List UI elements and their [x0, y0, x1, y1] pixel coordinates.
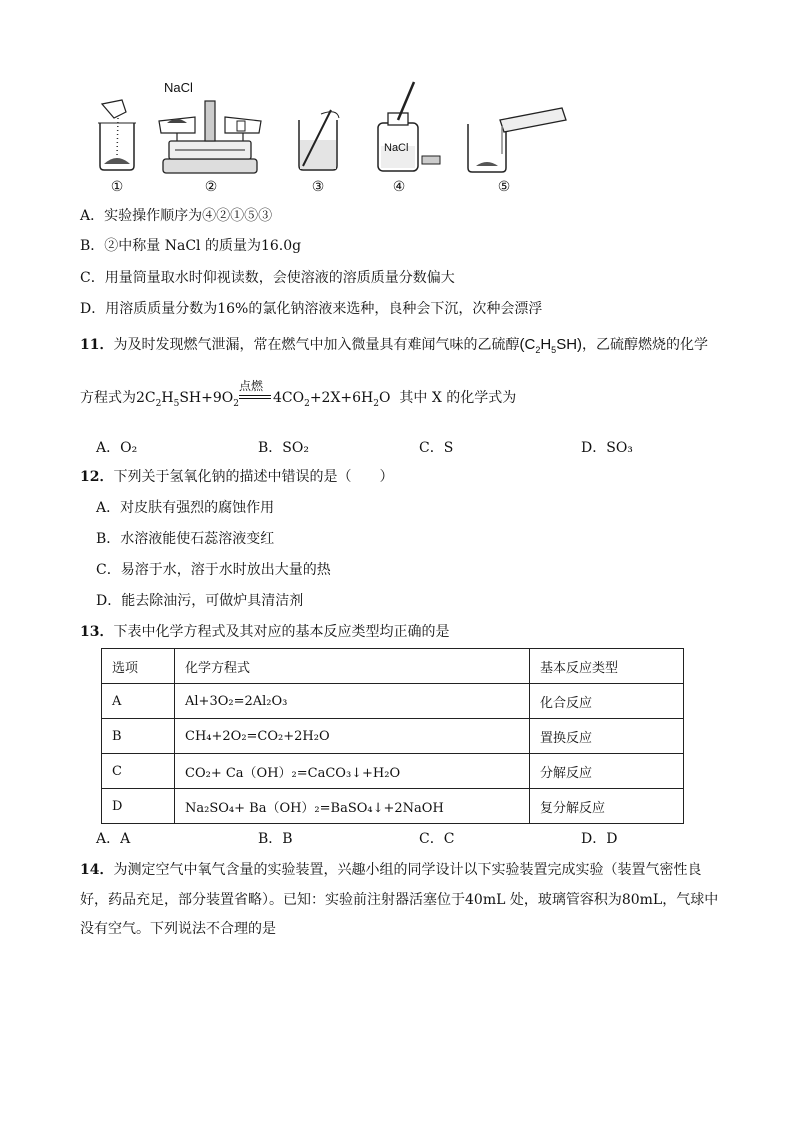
q10-option-b: B．②中称量 NaCl 的质量为16.0g — [80, 238, 302, 254]
q11-stem-line2 — [80, 379, 517, 414]
table-row — [102, 684, 684, 719]
nacl-label-top: NaCl — [164, 80, 193, 95]
table-header: 化学方程式 — [175, 649, 530, 684]
q11-equation-condition: 点燃 — [238, 379, 263, 393]
q14-number: 14． — [80, 862, 114, 878]
reagent-bottle-drawing — [370, 78, 445, 178]
table-cell: B — [102, 719, 175, 754]
q14-line-2: 好，药品充足，部分装置省略）。已知：实验前注射器活塞位于40mL 处，玻璃管容积为80mL，气球中 — [80, 892, 719, 908]
q13-option-d: D．D — [581, 831, 618, 847]
nacl-label-bottle: NaCl — [384, 142, 409, 154]
q11-option-d: D．SO₃ — [581, 440, 633, 456]
q12-option-a: A．对皮肤有强烈的腐蚀作用 — [96, 500, 275, 516]
q13-option-c: C．C — [419, 831, 455, 847]
q11-option-b: B．SO₂ — [258, 440, 309, 456]
reaction-table — [101, 648, 684, 824]
table-cell: 分解反应 — [530, 754, 684, 789]
q12-number: 12． — [80, 469, 114, 485]
table-row — [102, 719, 684, 754]
table-cell: C — [102, 754, 175, 789]
table-row — [102, 789, 684, 824]
beaker-stirring-drawing — [293, 106, 348, 174]
table-cell: 复分解反应 — [530, 789, 684, 824]
table-cell: A — [102, 684, 175, 719]
q11-text-a: 为及时发现燃气泄漏，常在燃气中加入微量具有难闻气味的乙硫醇 — [113, 337, 520, 353]
figure-caption-4: ④ — [392, 179, 406, 195]
q12-option-d: D．能去除油污，可做炉具清洁剂 — [96, 593, 304, 609]
table-cell: CO₂+ Ca（OH）₂=CaCO₃↓+H₂O — [175, 754, 530, 789]
q11-text-c: 方程式为 — [80, 390, 136, 406]
table-cell: Al+3O₂=2Al₂O₃ — [175, 684, 530, 719]
cylinder-pouring-drawing — [462, 102, 572, 174]
q11-formula: $(C_2H_5SH)$ — [519, 336, 583, 355]
q11-text-d: 其中 X 的化学式为 — [399, 390, 517, 406]
q11-equation-arrow — [238, 379, 273, 405]
figure-caption-2: ② — [204, 179, 218, 195]
table-row — [102, 754, 684, 789]
q13-number: 13． — [80, 624, 114, 640]
figure-caption-3: ③ — [311, 179, 325, 195]
figure-caption-1: ① — [110, 179, 124, 195]
q12-option-c: C．易溶于水，溶于水时放出大量的热 — [96, 562, 331, 578]
q12-stem: 12．下列关于氢氧化钠的描述中错误的是（ ） — [80, 469, 394, 485]
table-cell: 化合反应 — [530, 684, 684, 719]
beaker-pouring-solid-drawing — [92, 98, 142, 173]
q13-stem: 13．下表中化学方程式及其对应的基本反应类型均正确的是 — [80, 624, 450, 640]
balance-drawing — [155, 93, 265, 178]
q13-option-a: A．A — [96, 831, 131, 847]
q14-line-3: 没有空气。下列说法不合理的是 — [80, 921, 276, 937]
table-cell: CH₄+2O₂=CO₂+2H₂O — [175, 719, 530, 754]
q11-equation-lhs: $2C_2H_5SH+9O_2$ — [136, 390, 239, 409]
q12-option-b: B．水溶液能使石蕊溶液变红 — [96, 531, 275, 547]
table-header: 基本反应类型 — [530, 649, 684, 684]
figure-caption-5: ⑤ — [497, 179, 511, 195]
q11-text-b: ，乙硫醇燃烧的化学 — [582, 337, 709, 353]
q11-equation-rhs: $4CO_2+2X+6H_2O$ — [272, 390, 391, 409]
q11-stem-line1 — [80, 335, 708, 360]
q11-option-a: A．O₂ — [96, 440, 138, 456]
q10-option-d: D．用溶质质量分数为16%的氯化钠溶液来选种，良种会下沉，次种会漂浮 — [80, 301, 543, 317]
table-cell: D — [102, 789, 175, 824]
q14-line-1: 14．为测定空气中氧气含量的实验装置，兴趣小组的同学设计以下实验装置完成实验（装置气密性良 — [80, 862, 702, 878]
q13-option-b: B．B — [258, 831, 293, 847]
table-header: 选项 — [102, 649, 175, 684]
q11-option-c: C．S — [419, 440, 454, 456]
q10-option-a: A．实验操作顺序为④②①⑤③ — [80, 208, 273, 224]
q11-number: 11． — [80, 337, 114, 353]
table-cell: Na₂SO₄+ Ba（OH）₂=BaSO₄↓+2NaOH — [175, 789, 530, 824]
q10-option-c: C．用量筒量取水时仰视读数，会使溶液的溶质质量分数偏大 — [80, 270, 455, 286]
table-header-row — [102, 649, 684, 684]
lab-operations-figure — [0, 78, 794, 198]
table-cell: 置换反应 — [530, 719, 684, 754]
